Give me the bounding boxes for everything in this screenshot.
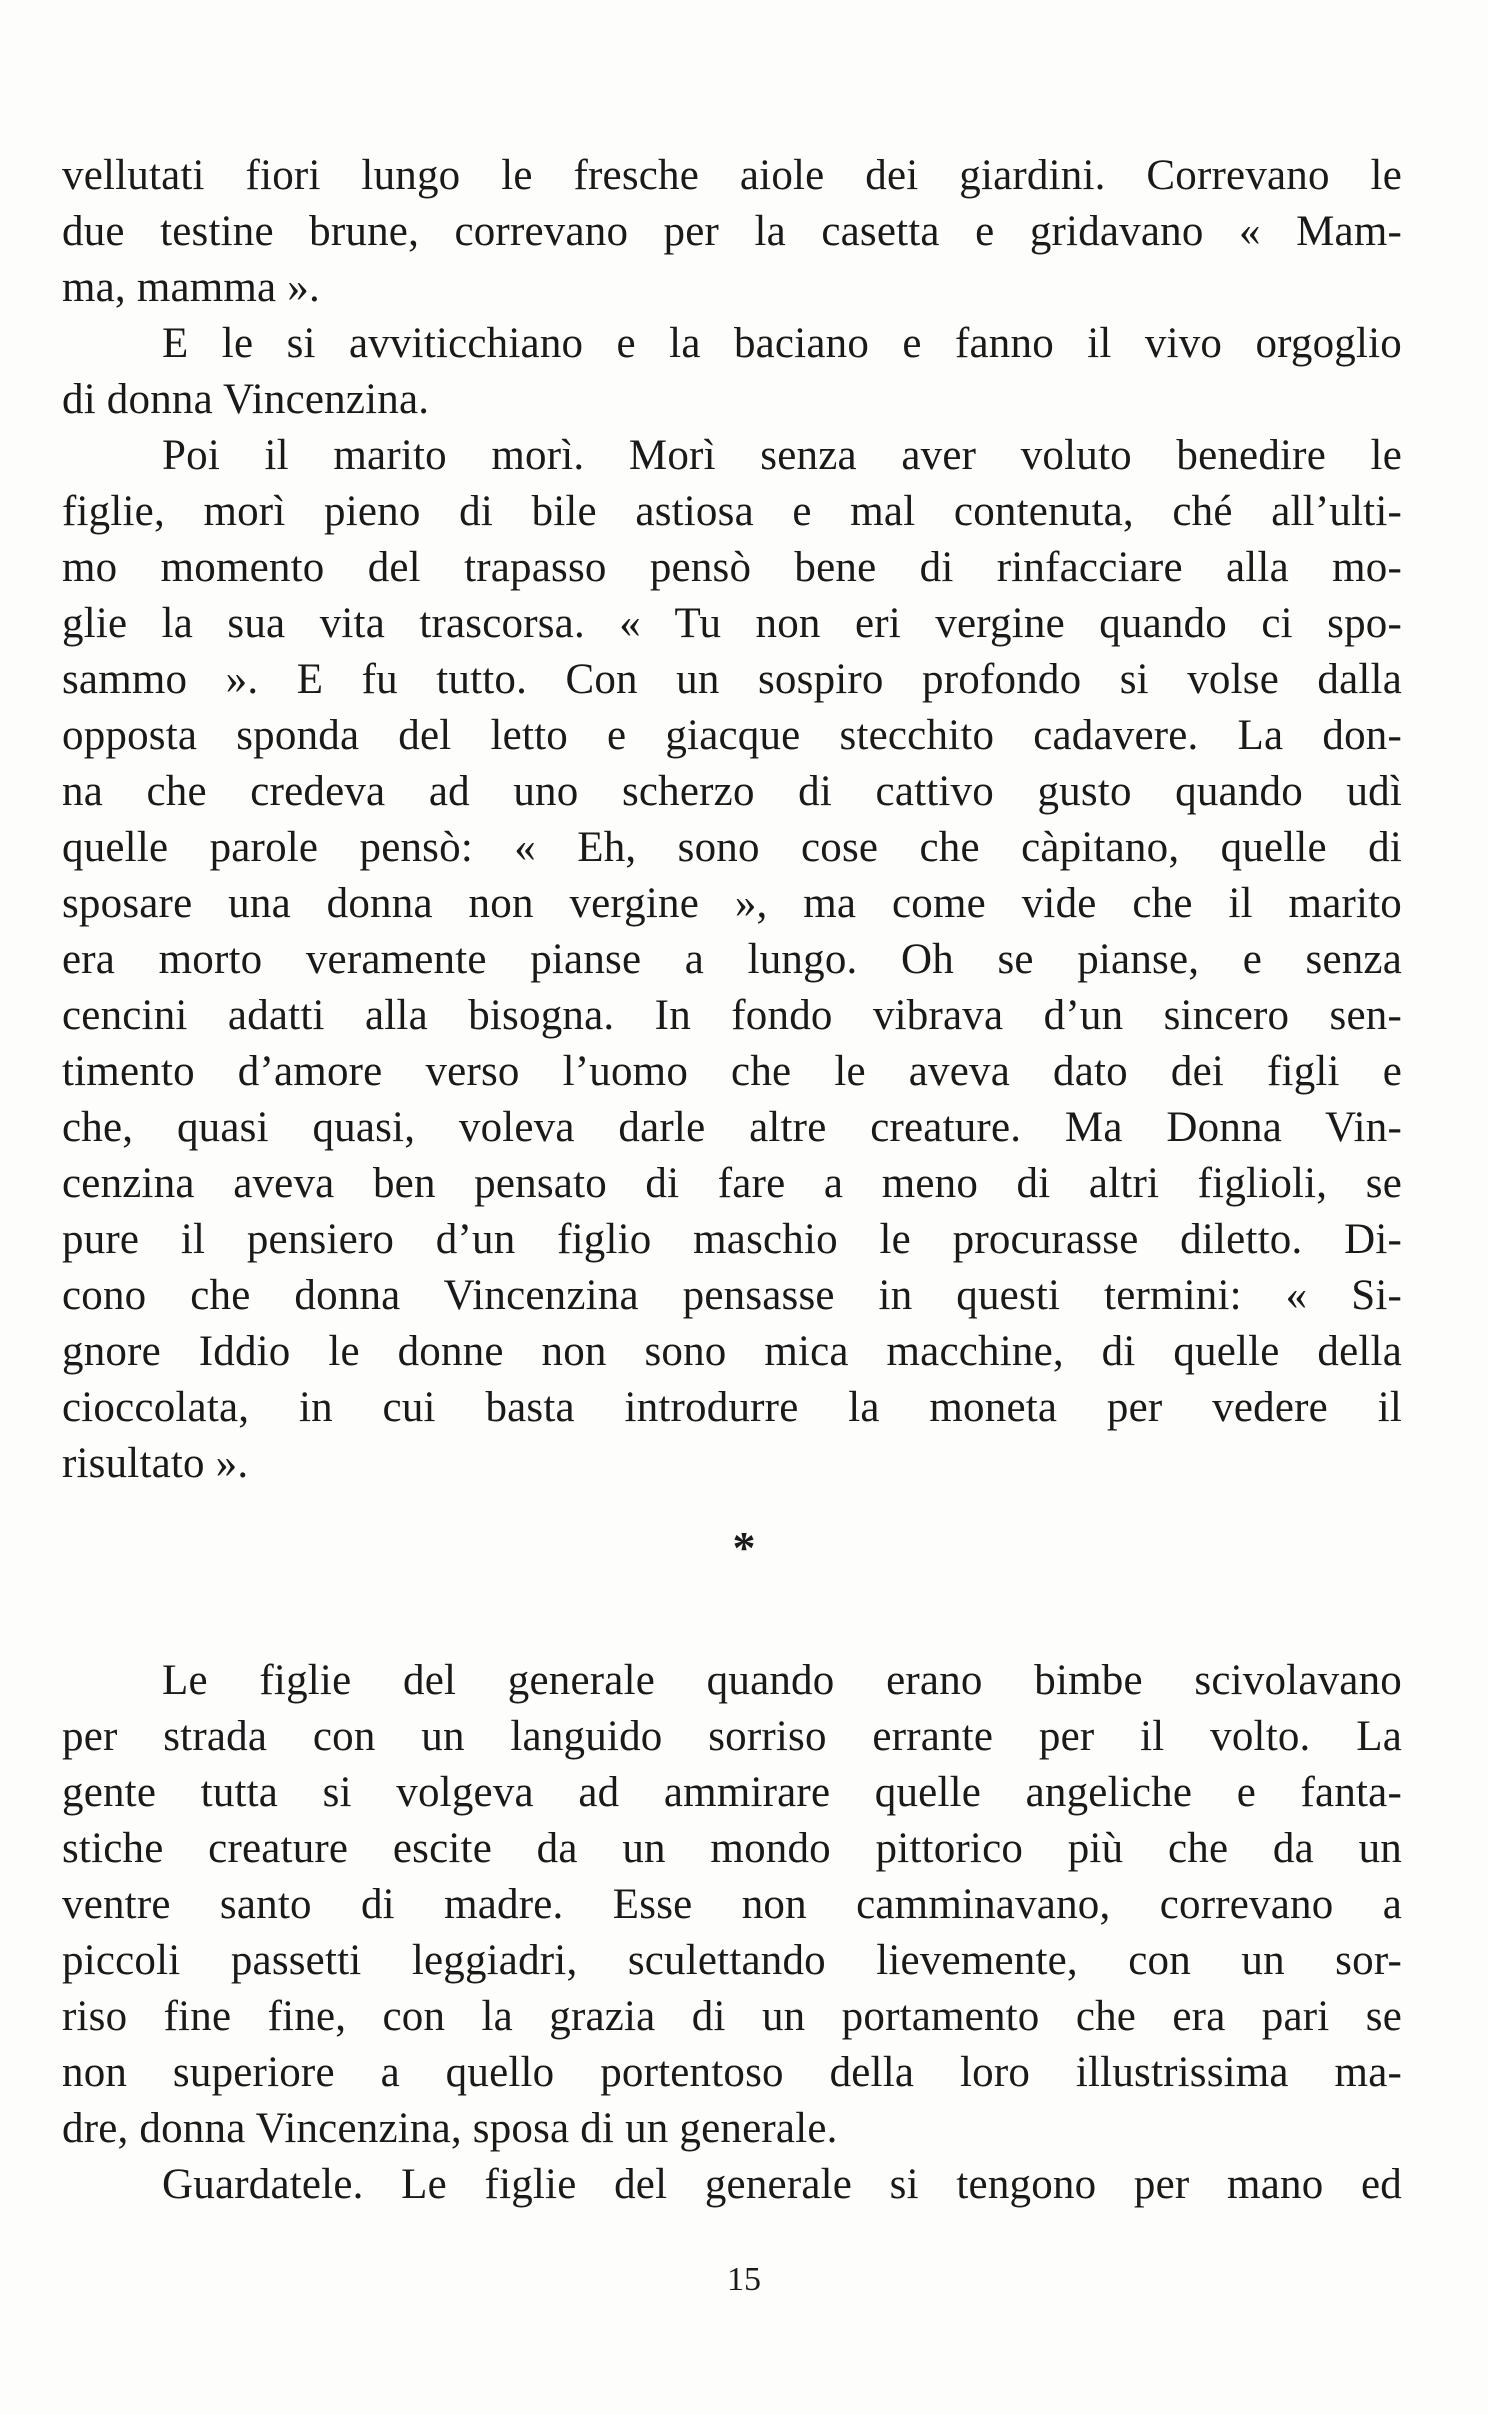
text-block-lower xyxy=(62,1653,1402,2213)
text-line: dre, donna Vincenzina, sposa di un generale. xyxy=(62,2105,838,2152)
text-line: due testine brune, correvano per la casetta e gridavano « Mam- xyxy=(62,208,1402,255)
text-line: stiche creature escite da un mondo pittorico più che da un xyxy=(62,1825,1402,1872)
text-line: E le si avviticchiano e la baciano e fanno il vivo orgoglio xyxy=(162,320,1402,367)
text-line: Poi il marito morì. Morì senza aver voluto benedire le xyxy=(162,432,1402,479)
text-line: cenzina aveva ben pensato di fare a meno di altri figlioli, se xyxy=(62,1160,1402,1207)
text-line: risultato ». xyxy=(62,1440,249,1487)
text-line: era morto veramente pianse a lungo. Oh se pianse, e senza xyxy=(62,936,1402,983)
text-line: cencini adatti alla bisogna. In fondo vibrava d’un sincero sen- xyxy=(62,992,1402,1039)
section-separator-asterisk: * xyxy=(732,1522,756,1573)
text-line: cioccolata, in cui basta introdurre la moneta per vedere il xyxy=(62,1384,1402,1431)
text-line: vellutati fiori lungo le fresche aiole dei giardini. Correvano le xyxy=(62,152,1402,199)
text-line: riso fine fine, con la grazia di un portamento che era pari se xyxy=(62,1993,1402,2040)
text-line: per strada con un languido sorriso errante per il volto. La xyxy=(62,1713,1402,1760)
text-line: glie la sua vita trascorsa. « Tu non eri vergine quando ci spo- xyxy=(62,600,1402,647)
text-line: timento d’amore verso l’uomo che le aveva dato dei figli e xyxy=(62,1048,1402,1095)
text-line: na che credeva ad uno scherzo di cattivo gusto quando udì xyxy=(62,768,1402,815)
text-line: pure il pensiero d’un figlio maschio le procurasse diletto. Di- xyxy=(62,1216,1402,1263)
text-line: sammo ». E fu tutto. Con un sospiro profondo si volse dalla xyxy=(62,656,1402,703)
text-line: gente tutta si volgeva ad ammirare quelle angeliche e fanta- xyxy=(62,1769,1402,1816)
text-line: gnore Iddio le donne non sono mica macchine, di quelle della xyxy=(62,1328,1402,1375)
text-block-upper xyxy=(62,148,1402,1492)
text-line: ventre santo di madre. Esse non camminavano, correvano a xyxy=(62,1881,1402,1928)
text-line: che, quasi quasi, voleva darle altre creature. Ma Donna Vin- xyxy=(62,1104,1402,1151)
text-line: sposare una donna non vergine », ma come vide che il marito xyxy=(62,880,1402,927)
text-line: Guardatele. Le figlie del generale si tengono per mano ed xyxy=(162,2161,1402,2208)
text-line: cono che donna Vincenzina pensasse in questi termini: « Si- xyxy=(62,1272,1402,1319)
text-line: di donna Vincenzina. xyxy=(62,376,430,423)
text-line: piccoli passetti leggiadri, sculettando lievemente, con un sor- xyxy=(62,1937,1402,1984)
text-line: mo momento del trapasso pensò bene di rinfacciare alla mo- xyxy=(62,544,1402,591)
text-line: ma, mamma ». xyxy=(62,264,320,311)
text-line: figlie, morì pieno di bile astiosa e mal contenuta, ché all’ulti- xyxy=(62,488,1402,535)
text-line: non superiore a quello portentoso della loro illustrissima ma- xyxy=(62,2049,1402,2096)
text-line: Le figlie del generale quando erano bimbe scivolavano xyxy=(162,1657,1402,1704)
page-number: 15 xyxy=(727,2261,761,2298)
text-line: opposta sponda del letto e giacque stecchito cadavere. La don- xyxy=(62,712,1402,759)
text-line: quelle parole pensò: « Eh, sono cose che càpitano, quelle di xyxy=(62,824,1402,871)
